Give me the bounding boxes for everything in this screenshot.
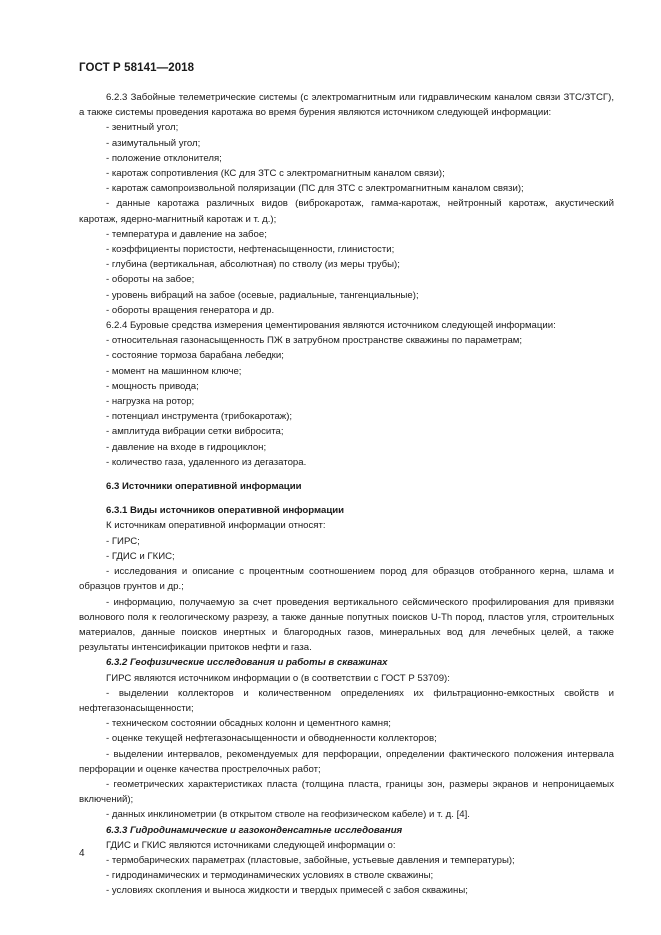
list-item: - нагрузка на ротор; (106, 396, 195, 408)
list-item: - оценке текущей нефтегазонасыщенности и обводненности коллекторов; (106, 733, 437, 745)
list-item: - геометрических характеристиках пласта (толщина пласта, границы зон, размеры экранов и непроницаемых включений); (79, 778, 614, 806)
paragraph: ГИРС являются источником информации о (в соответствии с ГОСТ Р 53709): (106, 672, 450, 684)
list-item: - состояние тормоза барабана лебедки; (106, 350, 284, 362)
list-item: - азимутальный угол; (106, 137, 201, 149)
list-item: - каротаж сопротивления (КС для ЗТС с электромагнитным каналом связи); (106, 168, 445, 180)
list-item: - количество газа, удаленного из дегазатора. (106, 456, 307, 468)
list-item: - выделении коллекторов и количественном определениях их фильтрационно-емкостных свойств и нефтегазонасыщенности; (79, 687, 614, 714)
list-item: - обороты вращения генератора и др. (106, 304, 275, 316)
list-item: - зенитный угол; (106, 122, 179, 134)
list-item: - техническом состоянии обсадных колонн и цементного камня; (106, 718, 391, 730)
paragraph-6-2-4: 6.2.4 Буровые средства измерения цементирования являются источником следующей информации: (106, 320, 556, 332)
page-number: 4 (79, 848, 85, 859)
list-item: - глубина (вертикальная, абсолютная) по стволу (из меры трубы); (106, 259, 400, 271)
list-item: - амплитуда вибрации сетки вибросита; (106, 426, 284, 438)
list-item: - коэффициенты пористости, нефтенасыщенности, глинистости; (106, 244, 395, 256)
list-item: - выделении интервалов, рекомендуемых для перфорации, определении фактического положения интервала перфорации и оценке качества прострелочных работ; (79, 748, 614, 775)
section-heading-6-3: 6.3 Источники оперативной информации (106, 481, 302, 493)
list-item: - мощность привода; (106, 380, 199, 392)
paragraph: К источникам оперативной информации относят: (106, 520, 326, 532)
list-item: - потенциал инструмента (трибокаротаж); (106, 411, 293, 423)
list-item: - положение отклонителя; (106, 152, 222, 164)
list-item: - уровень вибраций на забое (осевые, радиальные, тангенциальные); (106, 289, 419, 301)
list-item: - обороты на забое; (106, 274, 195, 286)
subsection-heading-6-3-2: 6.3.2 Геофизические исследования и работы в скважинах (106, 657, 388, 669)
list-item: - каротаж самопроизвольной поляризации (ПС для ЗТС с электромагнитным каналом связи); (106, 183, 524, 195)
paragraph-6-2-3: 6.2.3 Забойные телеметрические системы (с электромагнитным или гидравлическим каналом связи ЗТС/ЗТСГ), а также системы проведения каротажа во время бурения являются источником следующей информации: (79, 92, 614, 119)
list-item: - информацию, получаемую за счет проведения вертикального сейсмического профилирования для привязки волнового поля к геологическому разрезу, а также данные попутных поисков U-Th пород, пластов угля, строительных материалов, данные поисков инертных и благородных газов, минеральных вод для лечебных целей, а также результаты интенсификации притоков нефти и газа. (79, 596, 614, 654)
list-item: - ГДИС и ГКИС; (106, 550, 175, 562)
list-item: - термобарических параметрах (пластовые, забойные, устьевые давления и температуры); (106, 854, 515, 866)
document-header: ГОСТ Р 58141—2018 (79, 62, 195, 74)
list-item: - исследования и описание с процентным соотношением пород для образцов отобранного керна, шлама и образцов грунтов и др.; (79, 566, 614, 593)
list-item: - гидродинамических и термодинамических условиях в стволе скважины; (106, 870, 434, 882)
list-item: - давление на входе в гидроциклон; (106, 441, 267, 453)
list-item: - ГИРС; (106, 535, 140, 547)
paragraph: ГДИС и ГКИС являются источниками следующей информации о: (106, 839, 396, 851)
subsection-heading-6-3-3: 6.3.3 Гидродинамические и газоконденсатные исследования (106, 824, 403, 836)
subsection-heading-6-3-1: 6.3.1 Виды источников оперативной информации (106, 505, 345, 517)
document-body (79, 90, 614, 899)
list-item: - момент на машинном ключе; (106, 365, 242, 377)
list-item: - условиях скопления и выноса жидкости и твердых примесей с забоя скважины; (106, 885, 468, 897)
list-item: - данные каротажа различных видов (виброкаротаж, гамма-каротаж, нейтронный каротаж, акустический каротаж, ядерно-магнитный каротаж и т. д.); (79, 198, 614, 225)
list-item: - данных инклинометрии (в открытом стволе на геофизическом кабеле) и т. д. [4]. (106, 809, 470, 821)
list-item: - относительная газонасыщенность ПЖ в затрубном пространстве скважины по параметрам; (106, 335, 523, 347)
list-item: - температура и давление на забое; (106, 228, 267, 240)
